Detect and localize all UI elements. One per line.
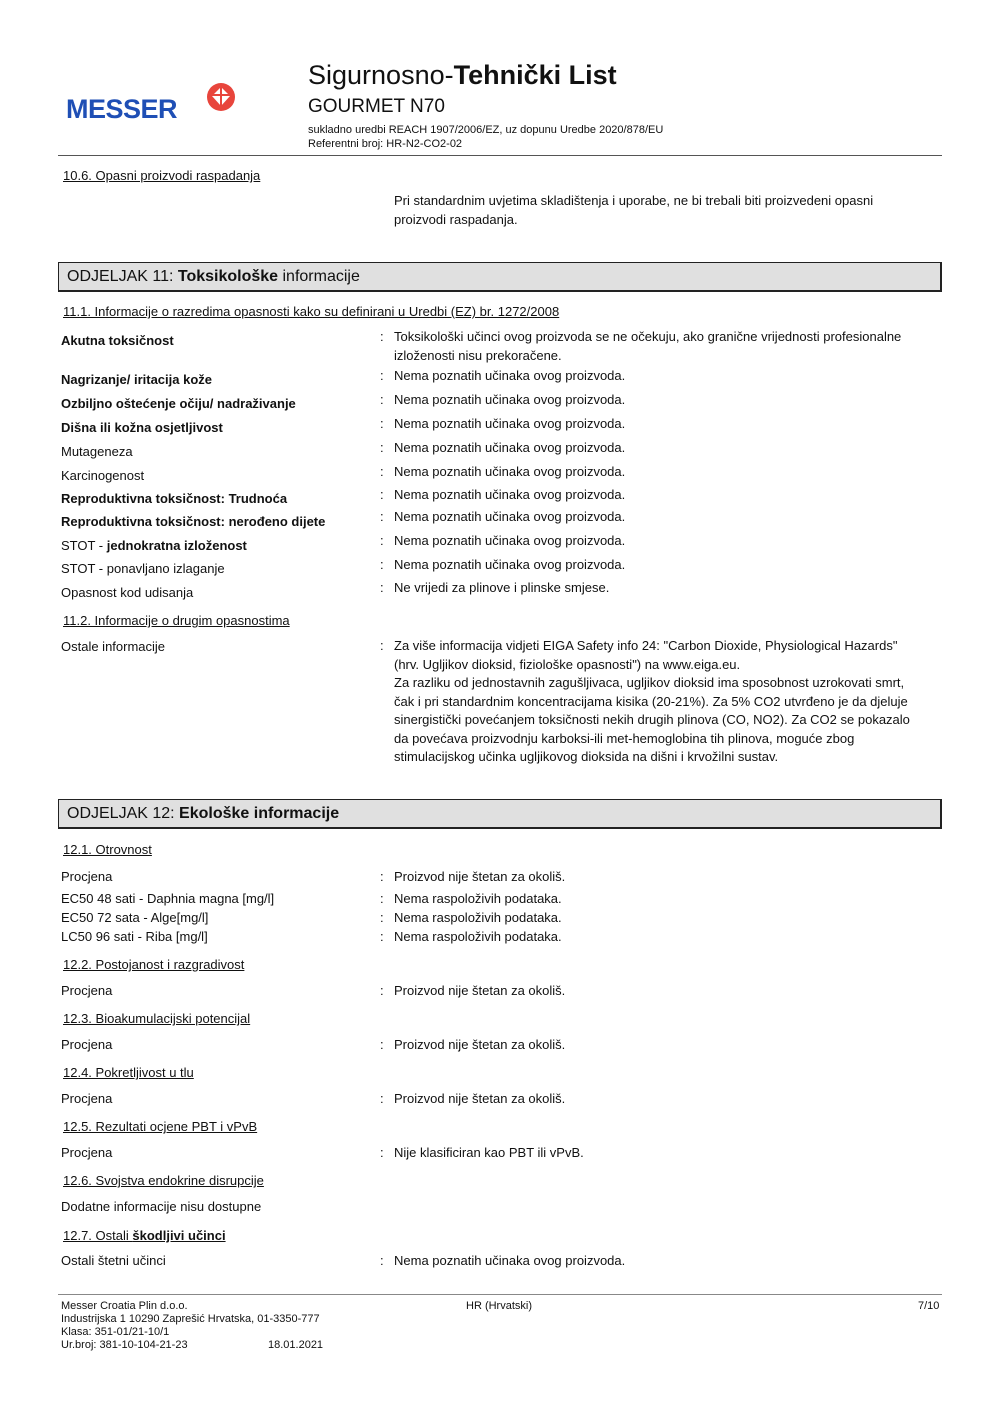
value-ec50-daphnia: Nema raspoloživih podataka. <box>394 891 562 906</box>
subsection-11-1: 11.1. Informacije o razredima opasnosti kako su definirani u Uredbi (EZ) br. 1272/2008 <box>63 304 560 319</box>
label-repro-unborn: Reproduktivna toksičnost: nerođeno dijete <box>61 514 326 529</box>
logo-text: MESSER <box>66 94 178 124</box>
label-acute-toxicity: Akutna toksičnost <box>61 333 174 348</box>
label-sensitisation: Dišna ili kožna osjetljivost <box>61 420 223 435</box>
footer-date: 18.01.2021 <box>268 1339 324 1351</box>
label-assessment: Procjena <box>61 1037 113 1052</box>
value-assessment: Proizvod nije štetan za okoliš. <box>394 869 566 884</box>
value-assessment: Proizvod nije štetan za okoliš. <box>394 983 566 998</box>
label-stot-repeated: STOT - ponavljano izlaganje <box>61 561 225 576</box>
value-repro-unborn: Nema poznatih učinaka ovog proizvoda. <box>394 509 626 524</box>
subsection-12-6: 12.6. Svojstva endokrine disrupcije <box>63 1173 264 1188</box>
value-assessment: Proizvod nije štetan za okoliš. <box>394 1037 566 1052</box>
label-skin-corrosion: Nagrizanje/ iritacija kože <box>61 372 213 387</box>
subsection-12-1: 12.1. Otrovnost <box>63 842 152 857</box>
label-ec50-daphnia: EC50 48 sati - Daphnia magna [mg/l] <box>61 891 275 906</box>
label-assessment: Procjena <box>61 983 113 998</box>
value-mutagenicity: Nema poznatih učinaka ovog proizvoda. <box>394 440 626 455</box>
label-lc50-fish: LC50 96 sati - Riba [mg/l] <box>61 929 208 944</box>
value-aspiration: Ne vrijedi za plinove i plinske smjese. <box>394 580 610 595</box>
label-assessment: Procjena <box>61 869 113 884</box>
label-stot-single: STOT - jednokratna izloženost <box>61 538 247 553</box>
value-repro-pregnancy: Nema poznatih učinaka ovog proizvoda. <box>394 487 626 502</box>
subsection-11-2: 11.2. Informacije o drugim opasnostima <box>63 613 290 628</box>
section-11-header: ODJELJAK 11: Toksikološke informacije <box>58 262 942 292</box>
messer-emblem-icon <box>206 82 236 112</box>
value-stot-single: Nema poznatih učinaka ovog proizvoda. <box>394 533 626 548</box>
decomposition-text: Pri standardnim uvjetima skladištenja i uporabe, ne bi trebali biti proizvedeni opasni proizvodi raspadanja. <box>394 193 874 227</box>
value-other-info: Za više informacija vidjeti EIGA Safety info 24: "Carbon Dioxide, Physiological Hazards" (hrv. Ugljikov dioksid, fiziološke opasnosti") na www.eiga.eu. Za razliku od jednostavnih zagušljivaca, ugljikov dioksid ima sposobnost uzrokovati smrt, čak i pri standardnim koncentracijama kisika (20-21%). Za 5% CO2 utvrđeno je da djeluje sinergistički povećanjem toksičnosti nekih drugih plinova (CO, NO2). Za CO2 se pokazalo da povećava proizvodnju karboksi-ili met-hemoglobina tih plinova, moguće zbog stimulacijskog učinka ugljikovog dioksida na dišni i krvožilni sustav. <box>394 638 910 764</box>
regulation-info: sukladno uredbi REACH 1907/2006/EZ, uz dopunu Uredbe 2020/878/EU Referentni broj: HR-N2-CO2-02 <box>308 124 664 150</box>
subsection-12-2: 12.2. Postojanost i razgradivost <box>63 957 245 972</box>
value-lc50-fish: Nema raspoloživih podataka. <box>394 929 562 944</box>
value-pbt: Nije klasificiran kao PBT ili vPvB. <box>394 1145 584 1160</box>
label-repro-pregnancy: Reproduktivna toksičnost: Trudnoća <box>61 491 288 506</box>
messer-logo <box>66 82 236 126</box>
value-stot-repeated: Nema poznatih učinaka ovog proizvoda. <box>394 557 626 572</box>
subsection-10-6: 10.6. Opasni proizvodi raspadanja <box>63 168 261 183</box>
endocrine-info-text: Dodatne informacije nisu dostupne <box>61 1199 262 1214</box>
label-eye-damage: Ozbiljno oštećenje očiju/ nadraživanje <box>61 396 296 411</box>
value-sensitisation: Nema poznatih učinaka ovog proizvoda. <box>394 416 626 431</box>
value-skin-corrosion: Nema poznatih učinaka ovog proizvoda. <box>394 368 626 383</box>
value-carcinogenicity: Nema poznatih učinaka ovog proizvoda. <box>394 464 626 479</box>
value-assessment: Proizvod nije štetan za okoliš. <box>394 1091 566 1106</box>
section-12-header: ODJELJAK 12: Ekološke informacije <box>58 799 942 829</box>
document-title: Sigurnosno-Tehnički List <box>308 60 617 90</box>
value-eye-damage: Nema poznatih učinaka ovog proizvoda. <box>394 392 626 407</box>
footer-page-number: 7/10 <box>918 1300 940 1312</box>
subsection-12-7: 12.7. Ostali škodljivi učinci <box>63 1228 226 1243</box>
footer-company-info: Messer Croatia Plin d.o.o. Industrijska 1 10290 Zaprešić Hrvatska, 01-3350-777 Klasa: 351-01/21-10/1 Ur.broj: 381-10-104-21-23 <box>61 1300 320 1351</box>
subsection-12-5: 12.5. Rezultati ocjene PBT i vPvB <box>63 1119 258 1134</box>
label-other-adverse: Ostali štetni učinci <box>61 1253 166 1268</box>
label-assessment: Procjena <box>61 1091 113 1106</box>
label-other-info: Ostale informacije <box>61 639 166 654</box>
header-divider <box>58 155 942 156</box>
value-ec50-algae: Nema raspoloživih podataka. <box>394 910 562 925</box>
footer-language: HR (Hrvatski) <box>466 1300 532 1312</box>
subsection-12-4: 12.4. Pokretljivost u tlu <box>63 1065 194 1080</box>
subsection-12-3: 12.3. Bioakumulacijski potencijal <box>63 1011 251 1026</box>
label-aspiration: Opasnost kod udisanja <box>61 585 194 600</box>
label-carcinogenicity: Karcinogenost <box>61 468 145 483</box>
label-mutagenicity: Mutageneza <box>61 444 133 459</box>
label-ec50-algae: EC50 72 sata - Alge[mg/l] <box>61 910 209 925</box>
footer-divider <box>58 1294 942 1295</box>
value-acute-toxicity: Toksikološki učinci ovog proizvoda se ne očekuju, ako granične vrijednosti profesionalne izloženosti nisu prekoračene. <box>394 329 902 363</box>
product-name: GOURMET N70 <box>308 96 445 117</box>
value-other-adverse: Nema poznatih učinaka ovog proizvoda. <box>394 1253 626 1268</box>
label-assessment: Procjena <box>61 1145 113 1160</box>
